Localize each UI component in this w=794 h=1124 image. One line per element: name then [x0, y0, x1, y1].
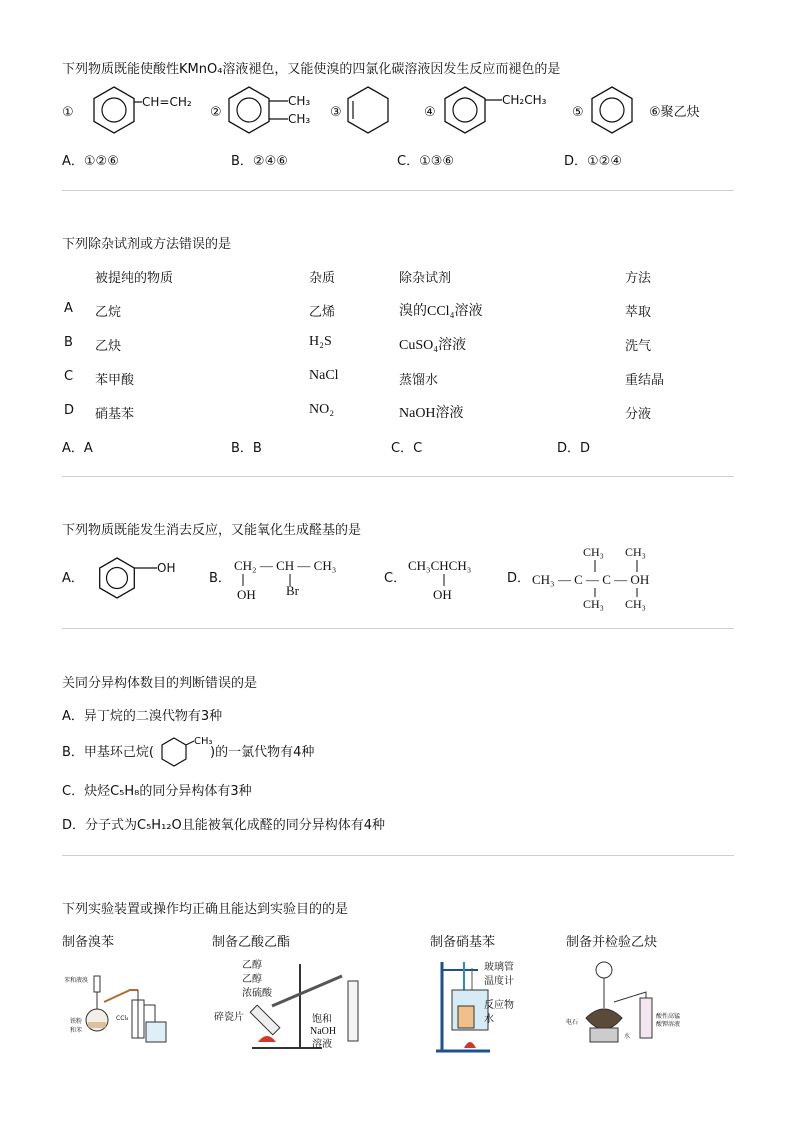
- q3-a-oh: OH: [157, 561, 176, 575]
- q1-option-c[interactable]: C．①③⑥: [397, 154, 455, 169]
- q2-row-impurity: H₂S: [309, 334, 332, 349]
- q2-row-key: A: [64, 301, 73, 316]
- q1-option-d[interactable]: D．①②④: [564, 154, 622, 169]
- q2-row-substance: 硝基苯: [95, 407, 135, 422]
- q2-option-c[interactable]: C．C: [391, 441, 423, 456]
- q2-header-impurity: 杂质: [309, 271, 336, 286]
- q2-row-reagent: NaOH溶液: [399, 406, 464, 421]
- fig-acetylene-apparatus: [566, 956, 686, 1051]
- q2-row-reagent: 蒸馏水: [399, 373, 439, 388]
- q4-option-d[interactable]: D．分子式为C₅H₁₂O且能被氧化成醛的同分异构体有4种: [62, 818, 386, 833]
- q5-title-1: 制备溴苯: [62, 935, 115, 950]
- q2-row-impurity: NO₂: [309, 402, 335, 417]
- q3-b-oh: OH: [237, 587, 256, 602]
- q3-d-ch3: CH₃: [625, 545, 646, 559]
- q4-option-a[interactable]: A．异丁烷的二溴代物有3种: [62, 709, 223, 724]
- svg-text:温度计: 温度计: [484, 976, 514, 987]
- q4-option-b[interactable]: [62, 735, 315, 760]
- q4-b-ch3: CH₃: [194, 735, 213, 747]
- svg-text:铁粉: 铁粉: [70, 1018, 83, 1025]
- q1-n2: ②: [210, 105, 222, 120]
- q1-n1: ①: [62, 105, 74, 120]
- q2-header-substance: 被提纯的物质: [95, 271, 174, 286]
- q1-structures: [62, 82, 742, 142]
- q2-row-method: 重结晶: [625, 373, 665, 388]
- q1-s1: CH=CH₂: [142, 95, 192, 109]
- svg-text:水: 水: [484, 1014, 494, 1025]
- q2-row-impurity: 乙烯: [309, 305, 336, 320]
- q2-row-method: 萃取: [625, 305, 652, 320]
- q5-title-2: 制备乙酸乙酯: [212, 935, 291, 950]
- q3-c-top: CH₃CHCH₃: [408, 558, 472, 573]
- q3-d-ch3: CH₃: [625, 597, 646, 611]
- divider-4: [62, 855, 734, 856]
- q2-row-method: 分液: [625, 407, 652, 422]
- svg-text:CCl₄: CCl₄: [116, 1015, 129, 1022]
- q4-option-c[interactable]: C．炔烃C₅H₈的同分异构体有3种: [62, 784, 252, 799]
- q2-option-b[interactable]: B．B: [231, 441, 262, 456]
- q4-option-b-post: )的一氯代物有4种: [210, 745, 315, 760]
- q3-label-d: D．: [507, 571, 531, 586]
- q1-n3: ③: [330, 105, 342, 120]
- q1-stem: 下列物质既能使酸性KMnO₄溶液褪色，又能使溴的四氯化碳溶液因发生反应而褪色的是: [62, 62, 561, 77]
- q1-option-b[interactable]: B．②④⑥: [231, 154, 288, 169]
- q1-n5: ⑤: [572, 105, 584, 120]
- svg-text:苯和液溴: 苯和液溴: [64, 977, 89, 984]
- fig-nitrobenzene-apparatus: [430, 956, 550, 1051]
- q1-n6: ⑥聚乙炔: [649, 105, 700, 120]
- q2-row-substance: 乙烷: [95, 305, 122, 320]
- q5-stem: 下列实验装置或操作均正确且能达到实验目的的是: [62, 902, 349, 917]
- svg-text:酸钾溶液: 酸钾溶液: [656, 1021, 681, 1028]
- phenol-ring-icon: [100, 558, 135, 598]
- cyclohexene-icon: [348, 87, 388, 133]
- q2-header-reagent: 除杂试剂: [399, 271, 452, 286]
- benzene-4-icon: [445, 87, 485, 133]
- benzene-2-icon: [229, 87, 269, 133]
- benzene-5-icon: [592, 87, 632, 133]
- q3-label-b: B．: [209, 571, 231, 586]
- svg-text:浓硫酸: 浓硫酸: [242, 988, 272, 999]
- q2-row-impurity: NaCl: [309, 368, 339, 383]
- q3-c-oh: OH: [433, 587, 452, 602]
- q3-b-top: CH₂ — CH — CH₃: [234, 558, 337, 573]
- q3-d-ch3: CH₃: [583, 545, 604, 559]
- svg-text:反应物: 反应物: [484, 1000, 514, 1011]
- svg-text:饱和: 饱和: [312, 1014, 332, 1025]
- q1-n4: ④: [424, 105, 436, 120]
- q1-s2a: CH₃: [288, 94, 311, 108]
- svg-text:和苯: 和苯: [70, 1027, 83, 1034]
- q3-label-c: C．: [384, 571, 407, 586]
- q3-d-main: CH₃ — C — C — OH: [532, 572, 650, 587]
- q2-row-substance: 苯甲酸: [95, 373, 135, 388]
- divider-2: [62, 476, 734, 477]
- methylcyclohexane-icon: [154, 735, 213, 760]
- svg-text:电石: 电石: [566, 1019, 579, 1026]
- q1-option-a[interactable]: A．①②⑥: [62, 154, 119, 169]
- fig-ethyl-acetate-apparatus: [212, 956, 362, 1051]
- svg-text:酸性高锰: 酸性高锰: [656, 1013, 681, 1020]
- q2-option-a[interactable]: A．A: [62, 441, 93, 456]
- svg-text:乙醇: 乙醇: [242, 960, 262, 971]
- q2-row-substance: 乙炔: [95, 339, 122, 354]
- fig-bromobenzene-apparatus: [60, 960, 180, 1050]
- q5-title-4: 制备并检验乙炔: [566, 935, 658, 950]
- divider-1: [62, 190, 734, 191]
- svg-text:NaOH: NaOH: [310, 1026, 337, 1037]
- q2-row-key: D: [64, 403, 75, 418]
- q4-stem: 关同分异构体数目的判断错误的是: [62, 676, 258, 691]
- svg-text:水: 水: [624, 1033, 631, 1040]
- q3-label-a: A．: [62, 571, 84, 586]
- divider-3: [62, 628, 734, 629]
- q3-structures: [62, 542, 742, 612]
- q2-row-key: C: [64, 369, 74, 384]
- q1-s2b: CH₃: [288, 112, 311, 126]
- svg-text:乙醇: 乙醇: [242, 974, 262, 985]
- benzene-1-icon: [94, 87, 134, 133]
- q3-stem: 下列物质既能发生消去反应，又能氧化生成醛基的是: [62, 523, 362, 538]
- q3-b-br: Br: [286, 583, 299, 598]
- q1-s4: CH₂CH₃: [502, 93, 547, 107]
- q4-option-b-pre: B．甲基环己烷(: [62, 745, 154, 760]
- svg-text:玻璃管: 玻璃管: [484, 962, 514, 973]
- q2-header-method: 方法: [625, 271, 652, 286]
- q3-d-ch3: CH₃: [583, 597, 604, 611]
- q2-stem: 下列除杂试剂或方法错误的是: [62, 237, 232, 252]
- q2-row-reagent: CuSO₄溶液: [399, 338, 467, 353]
- q5-title-3: 制备硝基苯: [430, 935, 496, 950]
- q2-row-reagent: 溴的CCl₄溶液: [399, 304, 483, 319]
- q2-option-d[interactable]: D．D: [557, 441, 591, 456]
- q2-row-key: B: [64, 335, 73, 350]
- q2-row-method: 洗气: [625, 339, 652, 354]
- svg-text:溶液: 溶液: [312, 1039, 332, 1050]
- svg-text:碎瓷片: 碎瓷片: [214, 1012, 244, 1023]
